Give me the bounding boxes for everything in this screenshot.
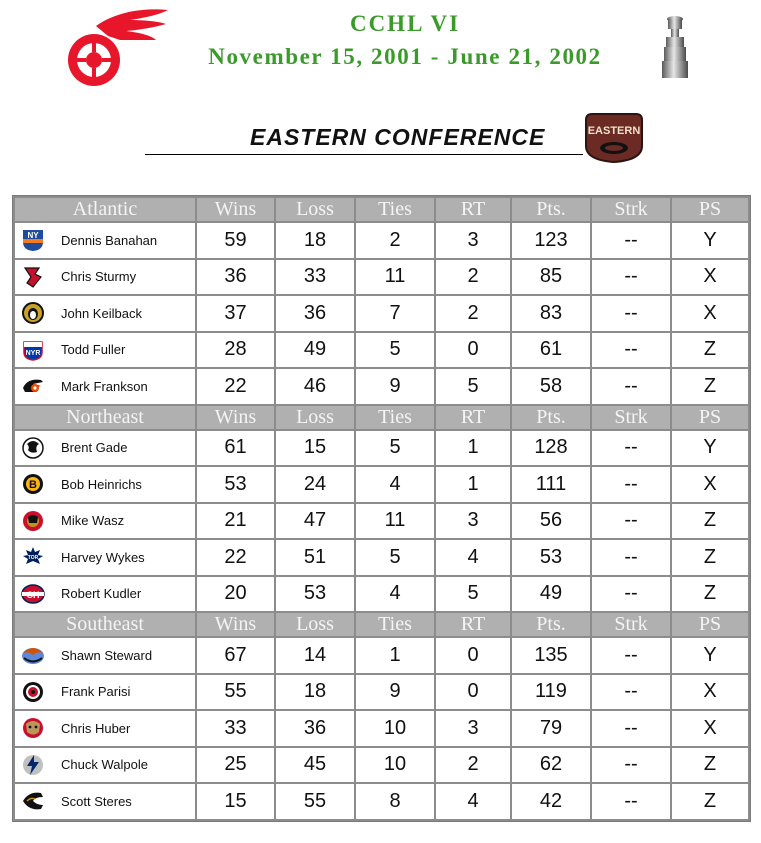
stat-loss: 51 — [276, 540, 354, 575]
player-name: Bob Heinrichs — [61, 476, 142, 492]
stat-ps: X — [672, 296, 748, 331]
team-row — [15, 504, 748, 539]
column-header-rt: RT — [436, 406, 510, 429]
stat-strk: -- — [592, 260, 670, 295]
hurricanes-logo-icon — [21, 680, 53, 704]
conference-title: EASTERN CONFERENCE — [250, 124, 546, 150]
stat-pts: 49 — [512, 577, 590, 612]
stat-ties: 5 — [356, 333, 434, 368]
player-name: Shawn Steward — [61, 647, 153, 663]
flyers-logo-icon — [21, 374, 53, 398]
team-cell — [15, 431, 195, 466]
team-row — [15, 540, 748, 575]
stat-pts: 135 — [512, 638, 590, 673]
column-header-strk: Strk — [592, 198, 670, 221]
stat-strk: -- — [592, 540, 670, 575]
islanders-logo-icon — [21, 228, 53, 252]
stat-rt: 4 — [436, 540, 510, 575]
player-name: Dennis Banahan — [61, 232, 158, 248]
team-row — [15, 260, 748, 295]
team-cell — [15, 467, 195, 502]
team-row — [15, 431, 748, 466]
stat-rt: 2 — [436, 296, 510, 331]
stat-wins: 22 — [197, 540, 274, 575]
stat-loss: 45 — [276, 748, 354, 783]
penguins-logo-icon — [21, 301, 53, 325]
stat-loss: 24 — [276, 467, 354, 502]
stat-ps: Z — [672, 369, 748, 404]
stat-wins: 59 — [197, 223, 274, 258]
team-row — [15, 296, 748, 331]
stat-wins: 15 — [197, 784, 274, 819]
stat-rt: 3 — [436, 504, 510, 539]
stat-wins: 25 — [197, 748, 274, 783]
title-underline — [145, 154, 583, 155]
column-header-loss: Loss — [276, 406, 354, 429]
stat-rt: 2 — [436, 260, 510, 295]
division-header-row — [15, 613, 748, 636]
stat-ties: 11 — [356, 504, 434, 539]
stat-strk: -- — [592, 675, 670, 710]
team-cell — [15, 296, 195, 331]
stat-wins: 53 — [197, 467, 274, 502]
stat-pts: 58 — [512, 369, 590, 404]
column-header-ties: Ties — [356, 613, 434, 636]
stat-wins: 20 — [197, 577, 274, 612]
column-header-strk: Strk — [592, 406, 670, 429]
stat-strk: -- — [592, 504, 670, 539]
stat-ties: 5 — [356, 540, 434, 575]
team-cell — [15, 675, 195, 710]
thrashers-logo-icon — [21, 643, 53, 667]
team-row — [15, 333, 748, 368]
division-name: Northeast — [15, 406, 195, 429]
stat-pts: 79 — [512, 711, 590, 746]
stat-wins: 61 — [197, 431, 274, 466]
player-name: Frank Parisi — [61, 684, 131, 700]
team-row — [15, 467, 748, 502]
stat-strk: -- — [592, 784, 670, 819]
stat-wins: 21 — [197, 504, 274, 539]
stat-ties: 2 — [356, 223, 434, 258]
stat-loss: 33 — [276, 260, 354, 295]
badge-label: EASTERN — [587, 125, 641, 137]
rangers-logo-icon — [21, 338, 53, 362]
team-cell — [15, 748, 195, 783]
stat-wins: 36 — [197, 260, 274, 295]
senators-logo-icon — [21, 509, 53, 533]
stat-strk: -- — [592, 467, 670, 502]
stat-pts: 123 — [512, 223, 590, 258]
stat-ties: 9 — [356, 675, 434, 710]
stat-loss: 18 — [276, 675, 354, 710]
stat-ps: Z — [672, 784, 748, 819]
stat-ties: 7 — [356, 296, 434, 331]
lightning-logo-icon — [21, 753, 53, 777]
stat-ties: 4 — [356, 577, 434, 612]
team-cell — [15, 333, 195, 368]
stat-loss: 49 — [276, 333, 354, 368]
column-header-ps: PS — [672, 613, 748, 636]
stat-strk: -- — [592, 638, 670, 673]
division-header-row — [15, 198, 748, 221]
stat-rt: 3 — [436, 223, 510, 258]
player-name: Scott Steres — [61, 793, 132, 809]
svg-text:NYR: NYR — [25, 349, 41, 357]
stat-ps: Z — [672, 748, 748, 783]
stat-pts: 119 — [512, 675, 590, 710]
column-header-ps: PS — [672, 198, 748, 221]
maple-leafs-logo-icon — [21, 545, 53, 569]
stat-rt: 1 — [436, 431, 510, 466]
stat-rt: 2 — [436, 748, 510, 783]
stat-strk: -- — [592, 296, 670, 331]
stat-ps: Z — [672, 540, 748, 575]
stat-ps: X — [672, 260, 748, 295]
red-wings-logo-icon — [56, 6, 172, 88]
column-header-ties: Ties — [356, 198, 434, 221]
column-header-strk: Strk — [592, 613, 670, 636]
column-header-ties: Ties — [356, 406, 434, 429]
player-name: John Keilback — [61, 305, 142, 321]
stat-ps: Z — [672, 577, 748, 612]
stat-rt: 1 — [436, 467, 510, 502]
stat-ps: Y — [672, 638, 748, 673]
column-header-rt: RT — [436, 613, 510, 636]
stat-loss: 18 — [276, 223, 354, 258]
stat-strk: -- — [592, 711, 670, 746]
team-row — [15, 369, 748, 404]
svg-text:TOR: TOR — [27, 555, 39, 562]
player-name: Chris Sturmy — [61, 269, 137, 285]
stat-rt: 0 — [436, 638, 510, 673]
column-header-wins: Wins — [197, 198, 274, 221]
team-cell — [15, 711, 195, 746]
season-dates: November 15, 2001 - June 21, 2002 — [208, 44, 602, 69]
stat-ps: Z — [672, 504, 748, 539]
team-cell — [15, 784, 195, 819]
stat-ties: 8 — [356, 784, 434, 819]
bruins-logo-icon — [21, 472, 53, 496]
stat-strk: -- — [592, 748, 670, 783]
stat-rt: 5 — [436, 577, 510, 612]
team-cell — [15, 223, 195, 258]
stat-wins: 37 — [197, 296, 274, 331]
team-row — [15, 577, 748, 612]
column-header-pts: Pts. — [512, 406, 590, 429]
stat-ps: X — [672, 711, 748, 746]
svg-text:CH: CH — [26, 589, 40, 600]
stat-ties: 4 — [356, 467, 434, 502]
stat-pts: 111 — [512, 467, 590, 502]
player-name: Mike Wasz — [61, 513, 125, 529]
panthers-logo-icon — [21, 716, 53, 740]
stat-wins: 67 — [197, 638, 274, 673]
eastern-conference-badge-icon — [582, 112, 646, 164]
column-header-loss: Loss — [276, 198, 354, 221]
stat-ties: 10 — [356, 748, 434, 783]
team-row — [15, 675, 748, 710]
team-row — [15, 748, 748, 783]
standings-table — [12, 195, 751, 822]
stat-strk: -- — [592, 223, 670, 258]
column-header-ps: PS — [672, 406, 748, 429]
stat-rt: 4 — [436, 784, 510, 819]
stat-pts: 61 — [512, 333, 590, 368]
stat-strk: -- — [592, 333, 670, 368]
stat-ties: 9 — [356, 369, 434, 404]
stat-ps: Z — [672, 333, 748, 368]
division-name: Southeast — [15, 613, 195, 636]
stat-ties: 10 — [356, 711, 434, 746]
canadiens-logo-icon — [21, 582, 53, 606]
column-header-pts: Pts. — [512, 198, 590, 221]
team-cell — [15, 260, 195, 295]
stat-loss: 55 — [276, 784, 354, 819]
stat-loss: 53 — [276, 577, 354, 612]
stanley-cup-icon — [657, 14, 693, 80]
league-title: CCHL VI — [349, 11, 461, 36]
player-name: Mark Frankson — [61, 378, 148, 394]
stat-pts: 56 — [512, 504, 590, 539]
stat-ties: 5 — [356, 431, 434, 466]
stat-ties: 11 — [356, 260, 434, 295]
stat-wins: 55 — [197, 675, 274, 710]
stat-loss: 36 — [276, 711, 354, 746]
stat-rt: 0 — [436, 333, 510, 368]
stat-ps: X — [672, 675, 748, 710]
capitals-logo-icon — [21, 789, 53, 813]
stat-pts: 53 — [512, 540, 590, 575]
column-header-pts: Pts. — [512, 613, 590, 636]
stat-strk: -- — [592, 431, 670, 466]
league-header — [180, 10, 630, 72]
stat-wins: 28 — [197, 333, 274, 368]
stat-strk: -- — [592, 577, 670, 612]
column-header-loss: Loss — [276, 613, 354, 636]
stat-wins: 33 — [197, 711, 274, 746]
stat-rt: 0 — [436, 675, 510, 710]
stat-loss: 36 — [276, 296, 354, 331]
team-cell — [15, 369, 195, 404]
player-name: Robert Kudler — [61, 586, 142, 602]
team-row — [15, 711, 748, 746]
stat-pts: 42 — [512, 784, 590, 819]
stat-loss: 15 — [276, 431, 354, 466]
stat-pts: 128 — [512, 431, 590, 466]
column-header-rt: RT — [436, 198, 510, 221]
stat-pts: 62 — [512, 748, 590, 783]
team-row — [15, 223, 748, 258]
svg-text:NY: NY — [27, 231, 39, 241]
stat-ps: Y — [672, 431, 748, 466]
stat-ties: 1 — [356, 638, 434, 673]
team-row — [15, 638, 748, 673]
devils-logo-icon — [21, 265, 53, 289]
player-name: Harvey Wykes — [61, 549, 145, 565]
division-name: Atlantic — [15, 198, 195, 221]
sabres-logo-icon — [21, 436, 53, 460]
svg-text:B: B — [29, 479, 37, 492]
stat-rt: 5 — [436, 369, 510, 404]
stat-rt: 3 — [436, 711, 510, 746]
stat-loss: 14 — [276, 638, 354, 673]
stat-ps: X — [672, 467, 748, 502]
stat-loss: 46 — [276, 369, 354, 404]
player-name: Chris Huber — [61, 720, 131, 736]
player-name: Brent Gade — [61, 440, 128, 456]
stat-pts: 85 — [512, 260, 590, 295]
team-cell — [15, 638, 195, 673]
player-name: Todd Fuller — [61, 342, 126, 358]
player-name: Chuck Walpole — [61, 757, 148, 773]
stat-ps: Y — [672, 223, 748, 258]
team-cell — [15, 540, 195, 575]
stat-wins: 22 — [197, 369, 274, 404]
team-row — [15, 784, 748, 819]
team-cell — [15, 577, 195, 612]
column-header-wins: Wins — [197, 406, 274, 429]
division-header-row — [15, 406, 748, 429]
stat-loss: 47 — [276, 504, 354, 539]
stat-pts: 83 — [512, 296, 590, 331]
column-header-wins: Wins — [197, 613, 274, 636]
stat-strk: -- — [592, 369, 670, 404]
team-cell — [15, 504, 195, 539]
